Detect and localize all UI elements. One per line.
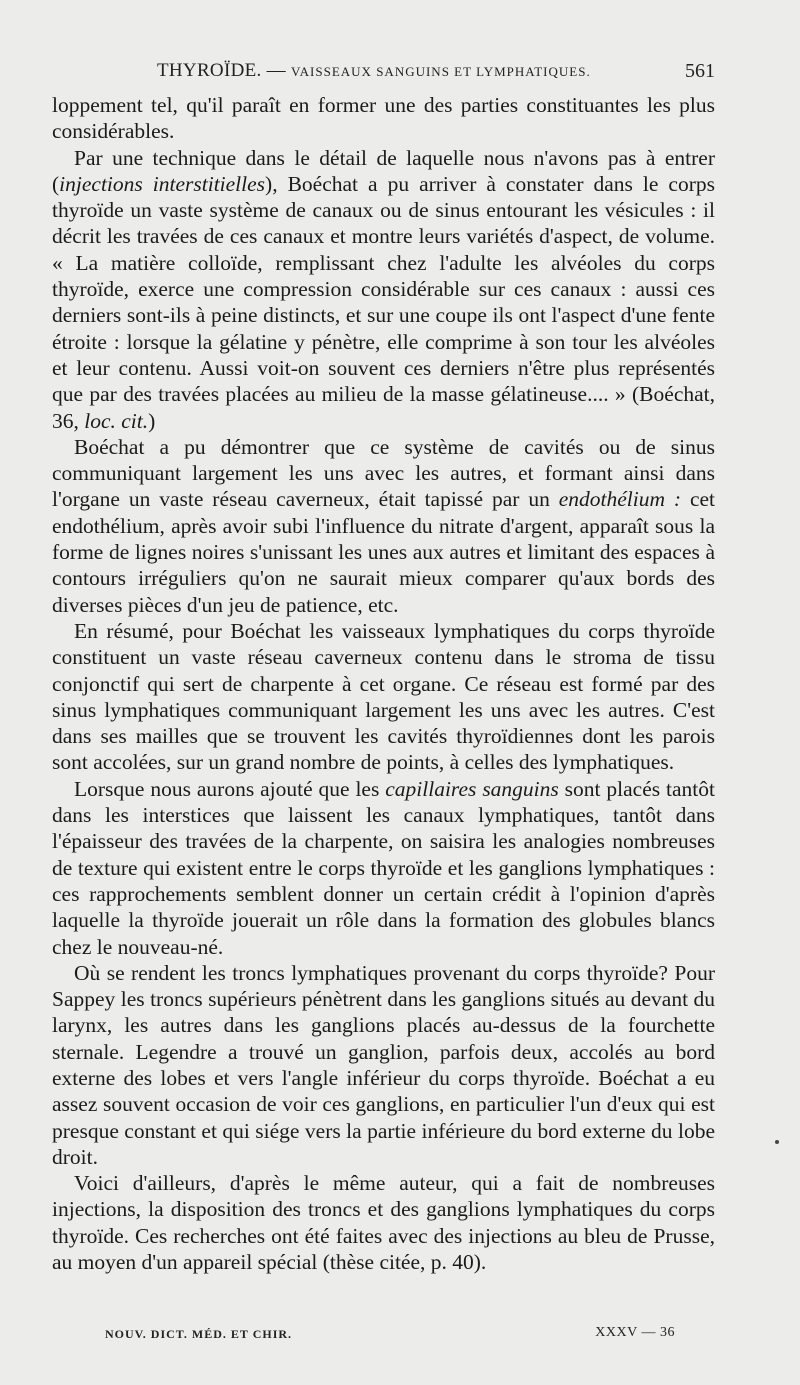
text-run: Voici d'ailleurs, d'après le même auteur, qui a fait de nombreuses injections, la disposition des troncs et des ganglions lymphatiques du corps thyroïde. Ces recherches ont été faites avec des injections au bleu de Prusse, au moyen d'un appareil spécial (thèse citée, p. 40).: [52, 1171, 715, 1275]
paragraph: [52, 145, 715, 434]
italic-phrase: loc. cit.: [84, 408, 149, 433]
text-run: Par une technique dans le détail de laquelle nous n'avons pas à entrer (: [52, 145, 715, 196]
paragraph: [52, 960, 715, 1170]
paragraph: [52, 92, 715, 145]
text-run: En résumé, pour Boéchat les vaisseaux lymphatiques du corps thyroïde constituent un vaste réseau caverneux contenu dans le stroma de tissu conjonctif qui sert de charpente à cet organe. Ce réseau est formé par des sinus lymphatiques communiquant largement les uns avec les autres. C'est dans ses mailles que se trouvent les cavités thyroïdiennes dont les parois sont accolées, sur un grand nombre de points, à celles des lymphatiques.: [52, 618, 715, 775]
italic-phrase: capillaires sanguins: [385, 776, 559, 801]
text-run: Où se rendent les troncs lymphatiques provenant du corps thyroïde? Pour Sappey les troncs supérieurs pénètrent dans les ganglions situés au devant du larynx, les autres dans les ganglions placés au-dessus de la fourchette sternale. Legendre a trouvé un ganglion, parfois deux, accolés au bord externe des lobes et vers l'angle inférieur du corps thyroïde. Boéchat a eu assez souvent occasion de voir ces ganglions, en particulier l'un d'eux qui est presque constant et qui siége vers la partie inférieure du bord externe du lobe droit.: [52, 960, 715, 1169]
ink-speck: [775, 1140, 779, 1144]
text-run: ): [148, 408, 156, 433]
paragraph: [52, 618, 715, 776]
body-text: [52, 92, 715, 1275]
text-run: sont placés tantôt dans les interstices que laissent les canaux lymphatiques, tantôt dans l'épaisseur des travées de la charpente, on saisira les analogies nombreuses de texture qui existent entre le corps thyroïde et les ganglions lymphatiques : ces rapprochements semblent donner un certain crédit à l'opinion d'après laquelle la thyroïde jouerait un rôle dans la formation des globules blancs chez le nouveau-né.: [52, 776, 715, 959]
italic-phrase: injections interstitielles: [59, 171, 266, 196]
text-run: ), Boéchat a pu arriver à constater dans le corps thyroïde un vaste système de canaux ou de sinus entourant les vésicules : il décrit les travées de ces canaux et montre leurs variétés d'aspect, de volume. « La matière colloïde, remplissant chez l'adulte les alvéoles du corps thyroïde, exerce une compression considérable sur ces canaux : aussi ces derniers sont-ils à peine distincts, et sur une coupe ils ont l'aspect d'une fente étroite : lorsque la gélatine y pénètre, elle comprime à son tour les alvéoles et leur contenu. Aussi voit-on souvent ces derniers n'être plus représentés que par des travées placées au milieu de la masse gélatineuse.... » (Boéchat, 36,: [52, 171, 715, 433]
running-title-sub: VAISSEAUX SANGUINS ET LYMPHATIQUES.: [290, 64, 591, 79]
running-title-main: THYROÏDE. —: [157, 60, 291, 81]
italic-phrase: endothélium :: [558, 487, 682, 512]
signature-footer: [105, 1325, 675, 1349]
running-title: [157, 60, 591, 82]
text-run: loppement tel, qu'il paraît en former une des parties constituantes les plus considérables.: [52, 93, 715, 144]
paragraph: [52, 434, 715, 618]
footer-signature-mark: XXXV — 36: [595, 1325, 675, 1340]
running-header: [52, 56, 715, 90]
paragraph: [52, 776, 715, 960]
page-number: 561: [685, 60, 715, 82]
footer-publication: NOUV. DICT. MÉD. ET CHIR.: [105, 1327, 293, 1341]
text-run: Lorsque nous aurons ajouté que les: [74, 776, 386, 801]
paragraph: [52, 1170, 715, 1275]
text-run: cet endothélium, après avoir subi l'influence du nitrate d'argent, apparaît sous la forme de lignes noires s'unissant les unes aux autres et limitant des espaces à contours irréguliers qu'on ne saurait mieux comparer qu'aux bords des diverses pièces d'un jeu de patience, etc.: [52, 487, 716, 617]
text-run: Boéchat a pu démontrer que ce système de cavités ou de sinus communiquant largement les uns avec les autres, et formant ainsi dans l'organe un vaste réseau caverneux, était tapissé par un: [52, 434, 715, 512]
